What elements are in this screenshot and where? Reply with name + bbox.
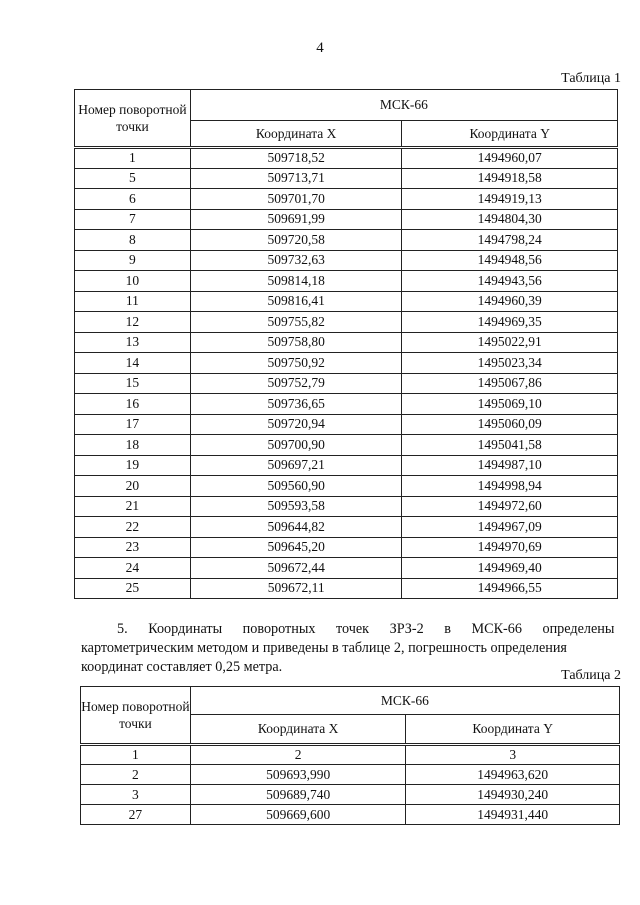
cell-coordinate-y: 1494967,09 — [402, 517, 618, 538]
paragraph-line: картометрическим методом и приведены в таблице 2, погрешность определения — [81, 640, 567, 656]
cell-coordinate-y: 1495069,10 — [402, 394, 618, 415]
cell-coordinate-y: 1495060,09 — [402, 414, 618, 435]
cell-coordinate-y: 1494919,13 — [402, 189, 618, 210]
cell-coordinate-y: 1494998,94 — [402, 476, 618, 497]
cell-coordinate-y: 1495041,58 — [402, 435, 618, 456]
header-point-number: Номер поворотной точки — [81, 687, 191, 745]
table-row — [75, 209, 618, 230]
table-row — [75, 291, 618, 312]
cell-coordinate-y: 1494960,39 — [402, 291, 618, 312]
table-row — [75, 435, 618, 456]
cell-coordinate-y: 1495067,86 — [402, 373, 618, 394]
cell-point-number: 18 — [75, 435, 191, 456]
cell-coordinate-x: 509672,11 — [190, 578, 402, 599]
paragraph-line: 5. Координаты поворотных точек ЗРЗ-2 в МСК-66 определены — [117, 621, 615, 637]
table-row — [75, 394, 618, 415]
cell-coordinate-y: 1494804,30 — [402, 209, 618, 230]
cell-point-number: 2 — [81, 765, 191, 785]
table-row — [75, 148, 618, 169]
cell-point-number: 8 — [75, 230, 191, 251]
table-row — [75, 578, 618, 599]
table-row — [75, 312, 618, 333]
page-number: 4 — [316, 40, 324, 56]
table-row — [75, 537, 618, 558]
cell-coordinate-x: 509669,600 — [190, 805, 406, 825]
cell-coordinate-y: 1494798,24 — [402, 230, 618, 251]
cell-point-number: 20 — [75, 476, 191, 497]
header-coordinate-y: Координата Y — [402, 121, 618, 148]
cell-coordinate-x: 509814,18 — [190, 271, 402, 292]
table-row — [75, 230, 618, 251]
cell-coordinate-x: 509560,90 — [190, 476, 402, 497]
cell-point-number: 23 — [75, 537, 191, 558]
cell-point-number: 16 — [75, 394, 191, 415]
table-row — [75, 189, 618, 210]
cell-coordinate-x: 509672,44 — [190, 558, 402, 579]
cell-coordinate-y: 1494963,620 — [406, 765, 620, 785]
cell-coordinate-x: 509645,20 — [190, 537, 402, 558]
cell-point-number: 19 — [75, 455, 191, 476]
cell-point-number: 11 — [75, 291, 191, 312]
cell-coordinate-x: 509593,58 — [190, 496, 402, 517]
paragraph-5 — [81, 620, 621, 677]
cell-coordinate-x: 509693,990 — [190, 765, 406, 785]
cell-point-number: 14 — [75, 353, 191, 374]
coordinates-table-1 — [74, 89, 618, 599]
cell-coordinate-x: 2 — [190, 745, 406, 765]
cell-point-number: 24 — [75, 558, 191, 579]
cell-coordinate-y: 1494931,440 — [406, 805, 620, 825]
cell-point-number: 1 — [75, 148, 191, 169]
table-row — [81, 785, 620, 805]
cell-point-number: 10 — [75, 271, 191, 292]
cell-coordinate-y: 1494930,240 — [406, 785, 620, 805]
cell-coordinate-x: 509701,70 — [190, 189, 402, 210]
table-row — [75, 353, 618, 374]
header-coordinate-system: МСК-66 — [190, 687, 619, 715]
cell-coordinate-y: 1494970,69 — [402, 537, 618, 558]
table-row — [81, 765, 620, 785]
cell-coordinate-x: 509700,90 — [190, 435, 402, 456]
header-coordinate-system: МСК-66 — [190, 90, 617, 121]
table-row — [75, 496, 618, 517]
cell-coordinate-y: 1495022,91 — [402, 332, 618, 353]
cell-point-number: 21 — [75, 496, 191, 517]
table2-caption: Таблица 2 — [561, 668, 621, 683]
cell-point-number: 25 — [75, 578, 191, 599]
cell-coordinate-y: 1494969,35 — [402, 312, 618, 333]
cell-coordinate-x: 509755,82 — [190, 312, 402, 333]
header-point-number: Номер поворотной точки — [75, 90, 191, 148]
cell-coordinate-y: 3 — [406, 745, 620, 765]
cell-coordinate-y: 1494918,58 — [402, 168, 618, 189]
cell-coordinate-x: 509720,58 — [190, 230, 402, 251]
cell-point-number: 7 — [75, 209, 191, 230]
paragraph-line: координат составляет 0,25 метра. — [81, 659, 283, 675]
cell-point-number: 5 — [75, 168, 191, 189]
cell-point-number: 27 — [81, 805, 191, 825]
table-row — [75, 476, 618, 497]
cell-coordinate-y: 1494943,56 — [402, 271, 618, 292]
cell-coordinate-x: 509697,21 — [190, 455, 402, 476]
cell-coordinate-y: 1495023,34 — [402, 353, 618, 374]
cell-coordinate-x: 509713,71 — [190, 168, 402, 189]
table-row — [75, 517, 618, 538]
cell-point-number: 17 — [75, 414, 191, 435]
cell-point-number: 1 — [81, 745, 191, 765]
table-row — [75, 455, 618, 476]
cell-point-number: 3 — [81, 785, 191, 805]
table-row — [81, 805, 620, 825]
table-row — [75, 373, 618, 394]
cell-coordinate-x: 509750,92 — [190, 353, 402, 374]
table-row — [75, 168, 618, 189]
cell-coordinate-x: 509736,65 — [190, 394, 402, 415]
cell-coordinate-x: 509732,63 — [190, 250, 402, 271]
cell-point-number: 13 — [75, 332, 191, 353]
table-row — [75, 332, 618, 353]
cell-coordinate-y: 1494972,60 — [402, 496, 618, 517]
cell-point-number: 15 — [75, 373, 191, 394]
cell-coordinate-x: 509758,80 — [190, 332, 402, 353]
cell-coordinate-x: 509718,52 — [190, 148, 402, 169]
cell-point-number: 12 — [75, 312, 191, 333]
cell-coordinate-x: 509644,82 — [190, 517, 402, 538]
coordinates-table-2 — [80, 686, 620, 825]
cell-coordinate-y: 1494948,56 — [402, 250, 618, 271]
table-row — [75, 271, 618, 292]
table-row — [75, 558, 618, 579]
cell-coordinate-x: 509720,94 — [190, 414, 402, 435]
cell-coordinate-x: 509689,740 — [190, 785, 406, 805]
cell-coordinate-y: 1494969,40 — [402, 558, 618, 579]
cell-coordinate-x: 509691,99 — [190, 209, 402, 230]
header-coordinate-x: Координата X — [190, 715, 406, 745]
cell-coordinate-y: 1494960,07 — [402, 148, 618, 169]
cell-coordinate-x: 509816,41 — [190, 291, 402, 312]
table-row — [75, 250, 618, 271]
header-coordinate-y: Координата Y — [406, 715, 620, 745]
table-row — [75, 414, 618, 435]
cell-coordinate-y: 1494966,55 — [402, 578, 618, 599]
cell-point-number: 6 — [75, 189, 191, 210]
cell-point-number: 22 — [75, 517, 191, 538]
cell-coordinate-y: 1494987,10 — [402, 455, 618, 476]
table-row — [81, 745, 620, 765]
header-coordinate-x: Координата X — [190, 121, 402, 148]
cell-point-number: 9 — [75, 250, 191, 271]
table1-caption: Таблица 1 — [561, 71, 621, 86]
cell-coordinate-x: 509752,79 — [190, 373, 402, 394]
